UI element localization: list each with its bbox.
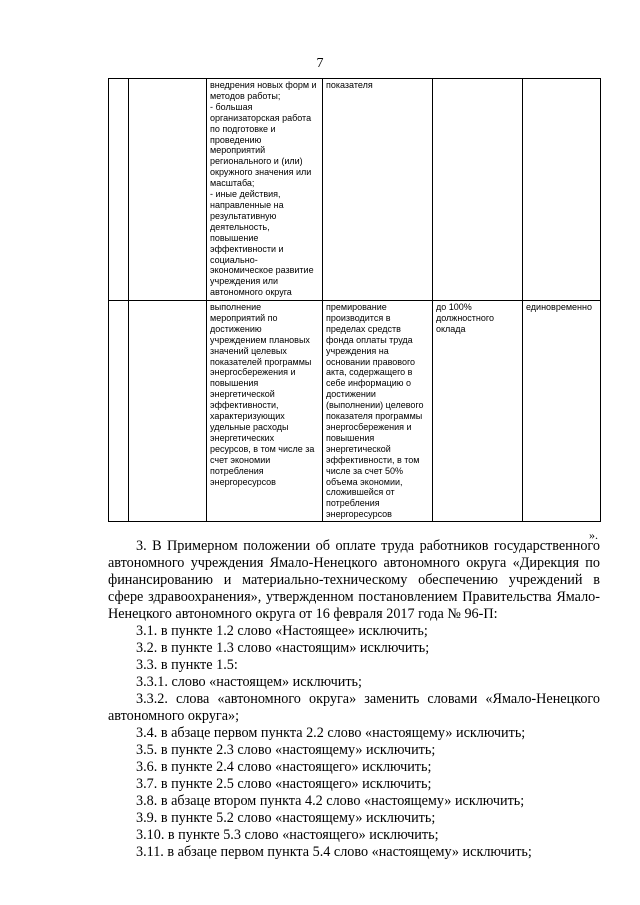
condition-line: эффективности, в том — [326, 454, 420, 465]
criterion-line: социально- — [210, 254, 258, 265]
criterion-line: энергосбережения и — [210, 367, 296, 378]
criterion-line: масштаба; — [210, 178, 255, 189]
table-cell-amount — [433, 301, 523, 522]
criterion-line: повышение — [210, 232, 259, 243]
criterion-line: удельные расходы — [210, 421, 289, 432]
condition-line: производится в — [326, 312, 391, 323]
list-item: 3.6. в пункте 2.4 слово «настоящего» исключить; — [136, 759, 432, 775]
criterion-line: эффективности и — [210, 243, 284, 254]
criterion-line: ресурсов, в том числе за — [210, 443, 315, 454]
table-cell-number — [109, 301, 129, 522]
list-item: 3.3.1. слово «настоящем» исключить; — [136, 674, 362, 690]
paragraph-line: сфере здравоохранения», утвержденном постановлением Правительства Ямало- — [108, 589, 600, 605]
condition-line: себе информацию о — [326, 378, 412, 389]
amendment-text — [108, 538, 600, 861]
list-item: 3.9. в пункте 5.2 слово «настоящему» исключить; — [136, 810, 436, 826]
bonus-table — [108, 78, 601, 522]
paragraph-line: Ненецкого автономного округа от 16 февраля 2017 года № 96-П: — [108, 606, 498, 622]
table-cell-payment-name — [129, 79, 207, 301]
list-item: 3.11. в абзаце первом пункта 5.4 слово «настоящему» исключить; — [136, 844, 532, 860]
table-cell-amount — [433, 79, 523, 301]
criterion-line: выполнение — [210, 302, 262, 312]
condition-line: премирование — [326, 302, 387, 312]
criterion-line: по подготовке и — [210, 123, 276, 134]
condition-line: показателя — [326, 80, 373, 90]
criterion-line: характеризующих — [210, 411, 285, 422]
condition-line: основании правового — [326, 356, 416, 367]
list-item: 3.4. в абзаце первом пункта 2.2 слово «настоящему» исключить; — [136, 725, 526, 741]
paragraph-line: финансированию и материально-техническому обеспечению учреждений в — [108, 572, 600, 588]
criterion-line: окружного значения или — [210, 167, 312, 178]
condition-line: числе за счет 50% — [326, 465, 404, 476]
condition-line: объема экономии, — [326, 476, 403, 487]
criterion-line: методов работы; — [210, 90, 281, 101]
criterion-line: потребления — [210, 465, 264, 476]
criterion-line: регионального и (или) — [210, 156, 303, 167]
paragraph-line: 3. В Примерном положении об оплате труда работников государственного — [136, 538, 600, 554]
amount-line: должностного — [436, 312, 494, 323]
list-item: 3.10. в пункте 5.3 слово «настоящего» исключить; — [136, 827, 439, 843]
criterion-line: - иные действия, — [210, 189, 281, 200]
criterion-line: деятельность, — [210, 221, 270, 232]
criterion-line: направленные на — [210, 199, 284, 210]
list-item: 3.2. в пункте 1.3 слово «настоящим» исключить; — [136, 640, 430, 656]
list-item: 3.1. в пункте 1.2 слово «Настоящее» исключить; — [136, 623, 428, 639]
criterion-line: организаторская работа — [210, 112, 312, 123]
table-cell-frequency — [523, 79, 601, 301]
criterion-line: автономного округа — [210, 287, 292, 298]
criterion-line: энергетических — [210, 432, 275, 443]
table-cell-frequency — [523, 301, 601, 522]
criterion-line: энергоресурсов — [210, 476, 276, 487]
list-item-continuation: автономного округа»; — [108, 708, 240, 724]
condition-line: достижении — [326, 389, 376, 400]
condition-line: фонда оплаты труда — [326, 334, 413, 345]
frequency-text: единовременно — [526, 302, 592, 312]
criterion-line: энергетической — [210, 389, 275, 400]
amount-line: оклада — [436, 323, 466, 334]
table-row — [109, 79, 601, 301]
criterion-line: учреждением плановых — [210, 334, 310, 345]
criterion-line: достижению — [210, 323, 262, 334]
condition-line: сложившейся от — [326, 487, 395, 498]
criterion-line: внедрения новых форм и — [210, 80, 317, 90]
table-closing-quote: ». — [589, 528, 598, 542]
paragraph-line: автономного учреждения Ямало-Ненецкого автономного округа «Дирекция по — [108, 555, 600, 571]
list-item: 3.3.2. слова «автономного округа» заменить словами «Ямало-Ненецкого — [136, 691, 600, 707]
condition-line: энергосбережения и — [326, 421, 412, 432]
list-item: 3.3. в пункте 1.5: — [136, 657, 238, 673]
table-cell-criterion — [207, 301, 323, 522]
condition-line: акта, содержащего в — [326, 367, 413, 378]
criterion-line: эффективности, — [210, 400, 279, 411]
list-item: 3.8. в абзаце втором пункта 4.2 слово «настоящему» исключить; — [136, 793, 525, 809]
amount-line: до 100% — [436, 302, 472, 312]
page-number: 7 — [316, 56, 324, 71]
condition-line: пределах средств — [326, 323, 401, 334]
condition-line: энергетической — [326, 443, 391, 454]
condition-line: показателя программы — [326, 411, 423, 422]
table-cell-payment-name — [129, 301, 207, 522]
criterion-line: - большая — [210, 101, 253, 112]
condition-line: (выполнении) целевого — [326, 400, 424, 411]
criterion-line: значений целевых — [210, 345, 287, 356]
condition-line: повышения — [326, 432, 375, 443]
criterion-line: счет экономии — [210, 454, 271, 465]
table-cell-number — [109, 79, 129, 301]
criterion-line: учреждения или — [210, 276, 279, 287]
list-item: 3.7. в пункте 2.5 слово «настоящего» исключить; — [136, 776, 432, 792]
condition-line: потребления — [326, 498, 380, 509]
table-row — [109, 301, 601, 522]
table-cell-condition — [323, 79, 433, 301]
table-cell-criterion — [207, 79, 323, 301]
criterion-line: экономическое развитие — [210, 265, 314, 276]
criterion-line: проведению — [210, 134, 262, 145]
criterion-line: результативную — [210, 210, 277, 221]
list-item: 3.5. в пункте 2.3 слово «настоящему» исключить; — [136, 742, 436, 758]
criterion-line: мероприятий по — [210, 312, 278, 323]
condition-line: учреждения на — [326, 345, 389, 356]
condition-line: энергоресурсов — [326, 509, 392, 520]
criterion-line: повышения — [210, 378, 259, 389]
table-cell-condition — [323, 301, 433, 522]
criterion-line: мероприятий — [210, 145, 266, 156]
criterion-line: показателей программы — [210, 356, 312, 367]
